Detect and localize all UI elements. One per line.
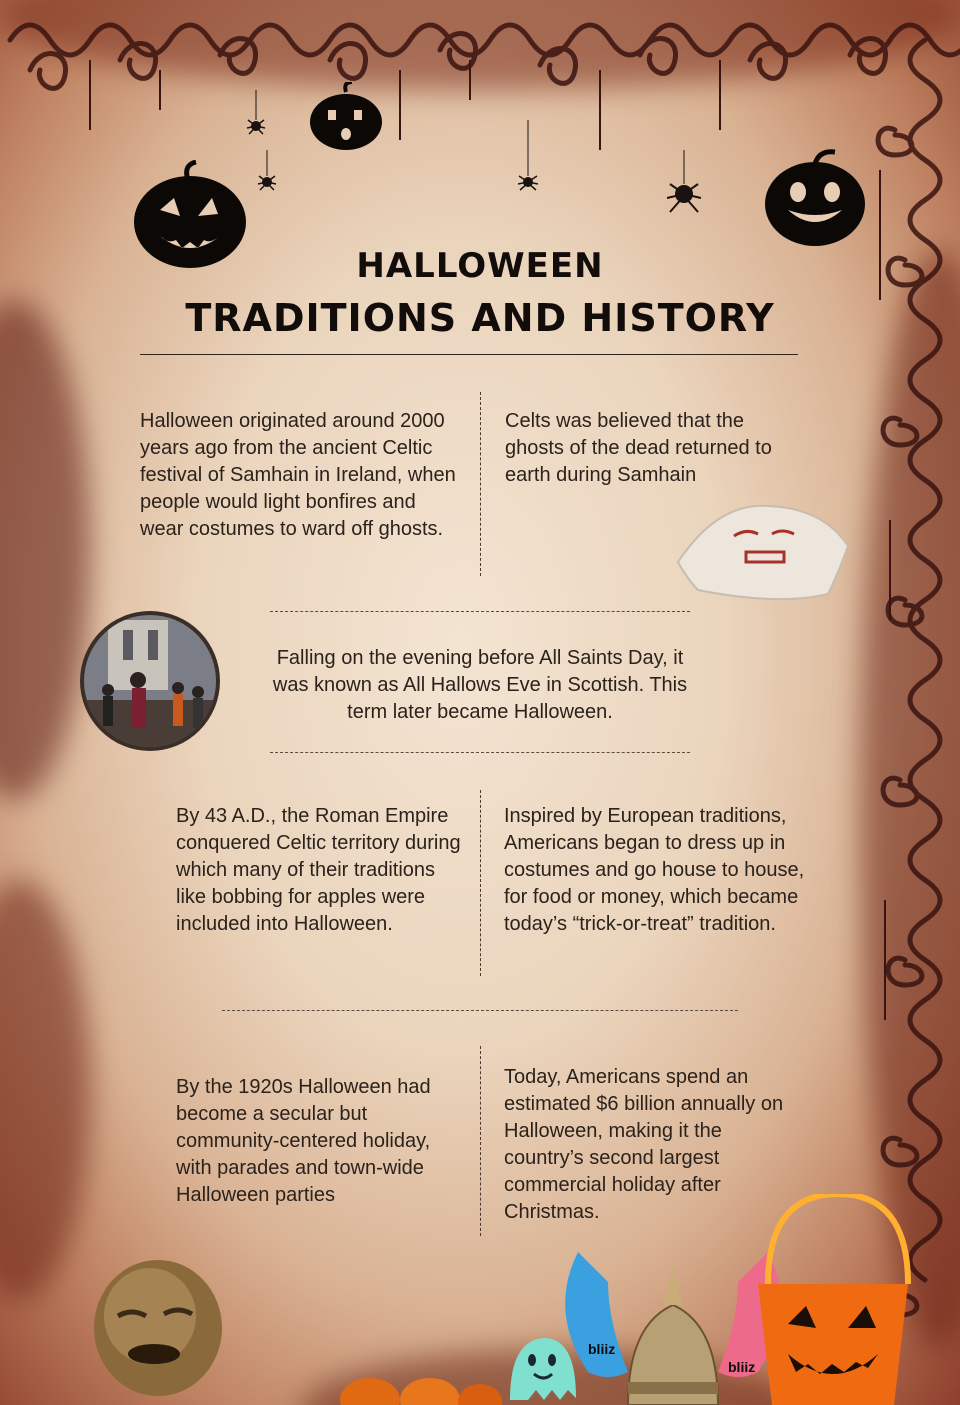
column-divider (480, 790, 481, 976)
fact-1920s-secular: By the 1920s Halloween had become a secular but community-centered holiday, with parades and town-wide Halloween parties (176, 1076, 431, 1206)
jack-o-lantern-icon (760, 148, 870, 248)
fact-celts-ghosts: Celts was believed that the ghosts of the dead returned to earth during Samhain (505, 410, 772, 486)
bucket-icon (748, 1194, 918, 1405)
ghost-mask-image (668, 502, 858, 606)
section-divider (270, 752, 690, 753)
fact-all-hallows-eve: Falling on the evening before All Saints Day, it was known as All Hallows Eve in Scottish. This term later became Halloween. (272, 647, 688, 723)
parade-photo (78, 610, 222, 752)
page-title-line2: TRADITIONS AND HISTORY (185, 296, 775, 340)
column-divider (480, 392, 481, 576)
small-pumpkins-image (330, 1370, 510, 1405)
title-divider (140, 354, 798, 355)
column-divider (480, 1046, 481, 1236)
spider-icon (244, 90, 268, 140)
jack-o-lantern-icon (306, 82, 386, 152)
spider-icon (255, 150, 279, 200)
page-title-line1: HALLOWEEN (356, 246, 604, 286)
section-divider (270, 611, 690, 612)
fact-trick-or-treat: Inspired by European traditions, Americans began to dress up in costumes and go house to house, for food or money, which became today’s “trick-or-treat” tradition. (504, 805, 805, 935)
section-divider (222, 1010, 738, 1011)
turnip-lantern-image (88, 1256, 228, 1401)
horn-logo-right: bliiz (728, 1359, 756, 1375)
spider-icon (664, 150, 704, 230)
fact-roman-empire: By 43 A.D., the Roman Empire conquered Celtic territory during which many of their traditions like bobbing for apples were included into Halloween. (176, 805, 461, 935)
fact-6-billion-spending: Today, Americans spend an estimated $6 billion annually on Halloween, making it the country’s second largest commercial holiday after Christmas. (504, 1066, 784, 1223)
spider-icon (515, 120, 541, 200)
fact-samhain-origin: Halloween originated around 2000 years ago from the ancient Celtic festival of Samhain in Ireland, when people would light bonfires and wear costumes to ward off ghosts. (140, 410, 456, 540)
horn-logo-left: bliiz (588, 1341, 616, 1357)
